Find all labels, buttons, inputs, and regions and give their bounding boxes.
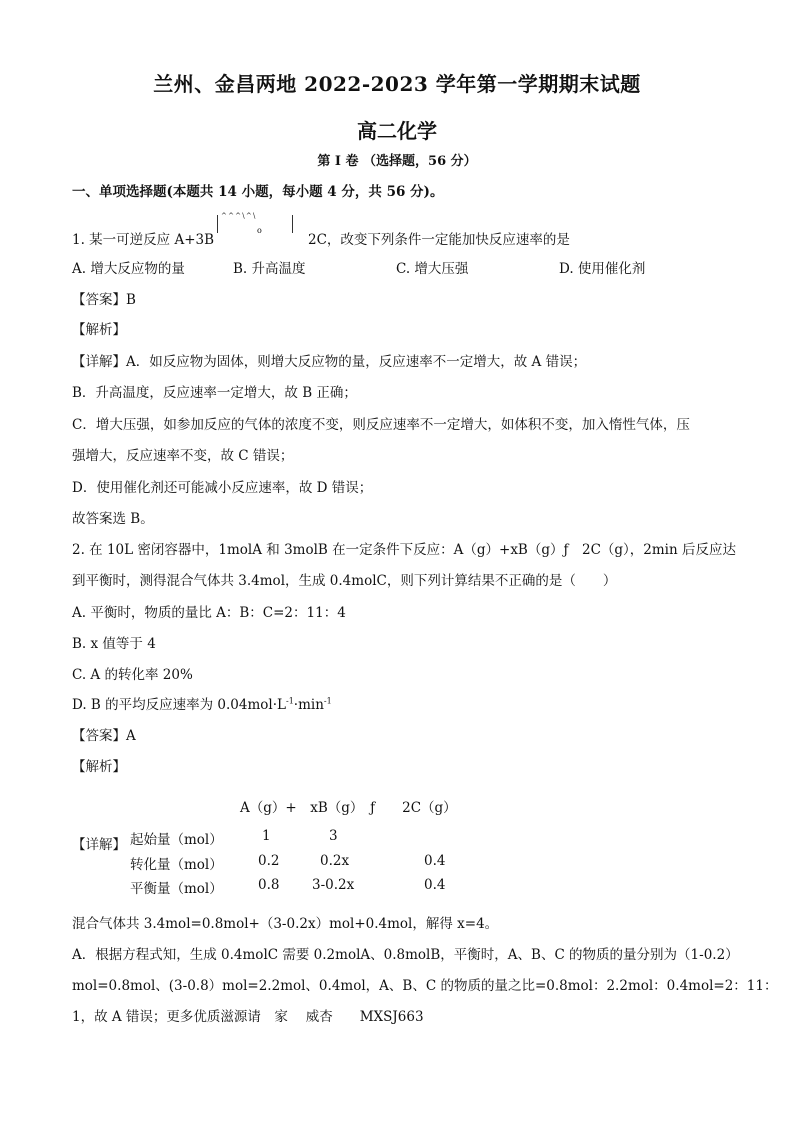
q2-option-d-text: D. B 的平均反应速率为 0.04mol·L [72, 697, 286, 713]
ice-cell-a: 0.2 [258, 853, 280, 869]
ice-row-label: 转化量（mol） [130, 857, 223, 873]
q2-after-line: A．根据方程式知，生成 0.4molC 需要 0.2molA、0.8molB，平衡时，A、B、C 的物质的量分别为（1-0.2） [72, 947, 739, 963]
ice-row-label: 平衡量（mol） [130, 881, 223, 897]
q2-option-b: B. x 值等于 4 [72, 636, 156, 652]
q2-answer: 【答案】A [72, 728, 136, 744]
arrow-condition: ^ ^ ^ \ ^ \ [221, 212, 255, 220]
ice-cell-a: 0.8 [258, 877, 280, 893]
superscript: -1 [323, 696, 332, 706]
arrow-right-mark [292, 215, 293, 233]
q1-option-c: C. 增大压强 [396, 261, 469, 277]
q1-analysis-tag: 【解析】 [72, 322, 126, 338]
q1-detail-line: C．增大压强，如参加反应的气体的浓度不变，则反应速率不一定增大，如体积不变，加入惰性气体，压 [72, 417, 690, 433]
q2-option-c: C. A 的转化率 20% [72, 667, 193, 683]
superscript: -1 [286, 696, 294, 706]
section-heading: 一、单项选择题(本题共 14 小题，每小题 4 分，共 56 分)。 [72, 184, 444, 200]
q1-detail-line: 【详解】A．如反应物为固体，则增大反应物的量，反应速率不一定增大，故 A 错误； [72, 354, 587, 370]
q2-analysis-tag: 【解析】 [72, 759, 126, 775]
reversible-arrow [217, 212, 297, 238]
ice-equation: A（g）+ xB（g） ƒ 2C（g） [240, 800, 457, 816]
q2-option-d [72, 693, 332, 713]
q1-option-d: D. 使用催化剂 [559, 261, 646, 277]
q1-option-b: B. 升高温度 [233, 261, 306, 277]
q2-after-line: 1，故 A 错误；更多优质滋源请 家 威杏 MXSJ663 [72, 1009, 424, 1025]
q1-detail-line: D．使用催化剂还可能减小反应速率，故 D 错误； [72, 480, 373, 496]
q1-option-a: A. 增大反应物的量 [72, 261, 185, 277]
q1-stem-end: 2C，改变下列条件一定能加快反应速率的是 [308, 232, 570, 248]
q2-after-line: mol=0.8mol、(3-0.8）mol=2.2mol、0.4mol，A、B、C 的物质的量之比=0.8mol：2.2mol：0.4mol=2：11： [72, 978, 778, 994]
q1-answer: 【答案】B [72, 292, 136, 308]
q2-option-a: A. 平衡时，物质的量比 A：B：C=2：11：4 [72, 605, 346, 621]
q1-detail-line: B．升高温度，反应速率一定增大，故 B 正确； [72, 385, 357, 401]
subject-title: 高二化学 [357, 119, 437, 143]
ice-detail-tag: 【详解】 [72, 837, 126, 853]
q1-stem-start: 1. 某一可逆反应 A+3B [72, 232, 215, 248]
ice-cell-b: 0.2x [320, 853, 350, 869]
q2-stem-line: 2. 在 10L 密闭容器中，1molA 和 3molB 在一定条件下反应：A（g）+xB（g）ƒ 2C（g），2min 后反应达 [72, 542, 736, 558]
ice-cell-b: 3 [329, 828, 338, 844]
ice-cell-c: 0.4 [424, 877, 446, 893]
volume-heading: 第 I 卷 （选择题，56 分） [317, 154, 477, 169]
q2-option-d-unit: ·min [293, 697, 324, 713]
exam-title: 兰州、金昌两地 2022-2023 学年第一学期期末试题 [153, 72, 641, 96]
ice-cell-c: 0.4 [424, 853, 446, 869]
ice-cell-a: 1 [262, 828, 271, 844]
q2-after-line: 混合气体共 3.4mol=0.8mol+（3-0.2x）mol+0.4mol，解得 x=4。 [72, 916, 499, 932]
q1-detail-line: 强增大，反应速率不变，故 C 错误； [72, 448, 294, 464]
q1-detail-line: 故答案选 B。 [72, 511, 154, 527]
arrow-left-mark [217, 215, 218, 233]
q1-stem [72, 228, 214, 248]
ice-row-label: 起始量（mol） [130, 832, 223, 848]
arrow-dot: o [257, 226, 262, 235]
ice-cell-b: 3-0.2x [312, 877, 355, 893]
q2-stem-line: 到平衡时，测得混合气体共 3.4mol，生成 0.4molC，则下列计算结果不正确的是（ ） [72, 573, 617, 589]
